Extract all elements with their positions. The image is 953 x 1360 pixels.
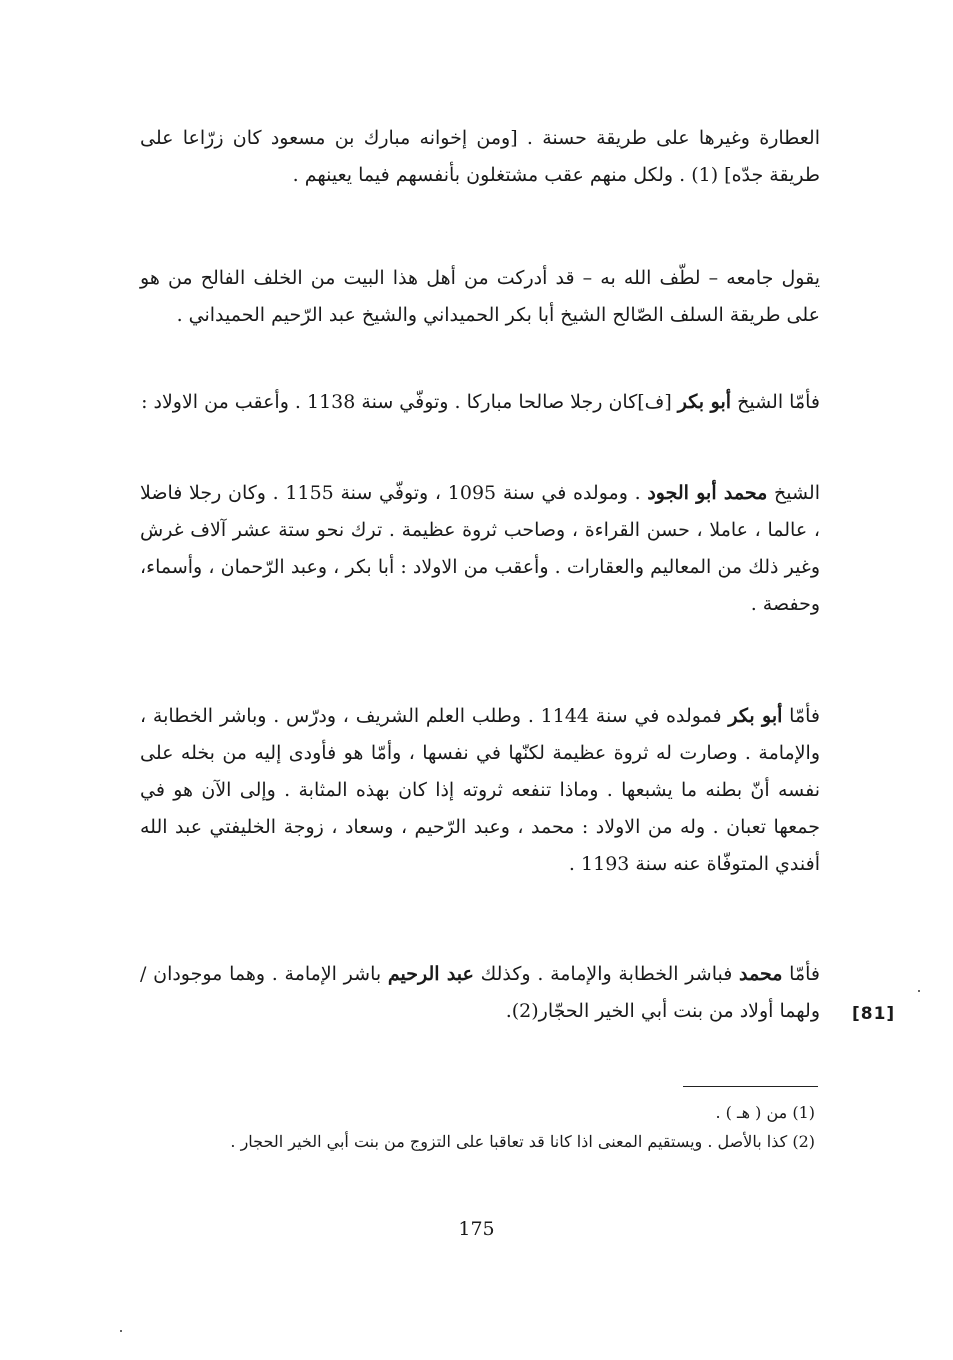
paragraph-6 <box>140 956 820 1030</box>
manuscript-folio-marker: [81] <box>852 1004 896 1024</box>
footnote-divider <box>683 1086 818 1087</box>
paragraph-4-text <box>140 475 820 623</box>
paragraph-4 <box>140 475 820 623</box>
footnote-2: (2) كذا بالأصل . ويستقيم المعنى اذا كانا قد تعاقبا على التزوج من بنت أبي الخير الحجار . <box>230 1132 815 1151</box>
scan-speck <box>120 1330 122 1332</box>
name-abd-al-rahim: عبد الرحيم <box>387 963 474 985</box>
paragraph-3 <box>140 384 820 421</box>
paragraph-6-middle: فباشر الخطابة والإمامة . وكذلك <box>473 963 740 985</box>
paragraph-6-intro: فأمّا <box>782 963 820 985</box>
paragraph-4-intro: الشيخ <box>767 482 820 504</box>
paragraph-5-body: فمولده في سنة 1144 . وطلب العلم الشريف ، ودرّس . وباشر الخطابة ، والإمامة . وصارت له ثروة عظيمة لكنّها في نفسها ، وأمّا هو فأودى إليه من بخله على نفسه أنّ بطنه ما يشبعها . وماذا تنفعه ثروته إذا كان بهذه المثابة . وإلى الآن هو في جمعها تعبان . وله من الاولاد : محمد ، وعبد الرّحيم ، وسعاد ، زوجة الخليفتي عبد الله أفندي المتوفّاة عنه سنة 1193 . <box>140 705 820 875</box>
footnote-1: (1) من ( هـ ) . <box>715 1103 815 1122</box>
paragraph-4-body: . ومولده في سنة 1095 ، وتوفّي سنة 1155 . وكان رجلا فاضلا ، عالما ، عاملا ، حسن القراءة ، وصاحب ثروة عظيمة . ترك نحو ستة عشر آلاف غرش وغير ذلك من المعاليم والعقارات . وأعقب من الاولاد : أبا بكر ، وعبد الرّحمان ، وأسماء، وحفصة . <box>140 482 820 615</box>
paragraph-1 <box>140 120 820 194</box>
paragraph-5-text <box>140 698 820 883</box>
name-abu-bakr-2: أبو بكر <box>728 705 783 727</box>
footnotes <box>150 1100 815 1158</box>
name-muhammad: محمد <box>739 963 783 985</box>
paragraph-5-intro: فأمّا <box>782 705 820 727</box>
name-muhammad-abu-al-jud: محمد أبو الجود <box>647 482 768 504</box>
paragraph-2-text: يقول جامعه – لطّف الله به – قد أدركت من أهل هذا البيت من الخلف الفالح من هو على طريقة السلف الصّالح الشيخ أبا بكر الحميداني والشيخ عبد الرّحيم الحميداني . <box>140 267 820 326</box>
paragraph-1-text: العطارة وغيرها على طريقة حسنة . [ومن إخوانه مبارك بن مسعود كان زرّاعا على طريقة جدّه] (1) . ولكل منهم عقب مشتغلون بأنفسهم فيما يعينهم . <box>140 127 820 186</box>
paragraph-3-intro: فأمّا الشيخ <box>731 391 820 413</box>
scan-speck <box>918 990 920 992</box>
paragraph-6-text <box>140 956 820 1030</box>
paragraph-3-text <box>140 384 820 421</box>
paragraph-6-body: باشر الإمامة . وهما موجودان / ولهما أولاد من بنت أبي الخير الحجّار(2). <box>140 963 820 1022</box>
page-number: 175 <box>458 1218 495 1240</box>
name-abu-bakr: أبو بكر <box>677 391 732 413</box>
paragraph-5 <box>140 698 820 883</box>
paragraph-3-body: [ف]كان رجلا صالحا مباركا . وتوفّي سنة 1138 . وأعقب من الاولاد : <box>141 391 678 413</box>
paragraph-2 <box>140 260 820 334</box>
